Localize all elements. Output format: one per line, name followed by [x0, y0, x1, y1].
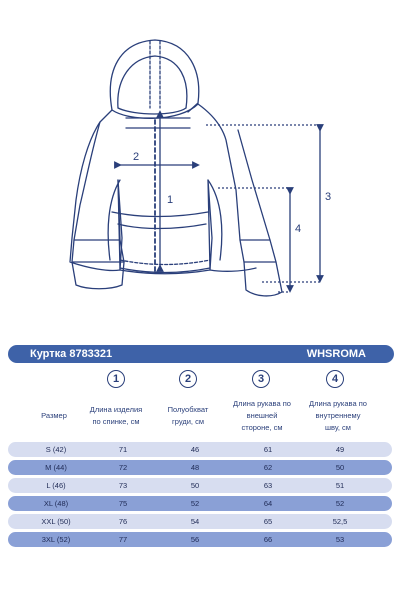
- value-cell: 64: [263, 499, 273, 508]
- value-cell: 52: [335, 499, 345, 508]
- value-cell: 52,5: [332, 517, 348, 526]
- header-col3: Длина рукава по внешней стороне, см: [233, 399, 291, 432]
- product-name: Куртка 8783321: [30, 348, 113, 360]
- header-size: Размер: [41, 411, 67, 420]
- value-cell: 65: [263, 517, 273, 526]
- label-3: 3: [325, 191, 332, 203]
- value-cell: 46: [190, 445, 200, 454]
- column-number-3: 3: [252, 370, 270, 388]
- brand-name: WHSROMA: [306, 348, 366, 360]
- left-sleeve: [72, 122, 124, 289]
- body-outline: [70, 110, 256, 274]
- size-cell: XL (48): [43, 499, 69, 508]
- value-cell: 52: [190, 499, 200, 508]
- column-number-1: 1: [107, 370, 125, 388]
- value-cell: 61: [263, 445, 273, 454]
- label-2: 2: [133, 151, 140, 163]
- value-cell: 63: [263, 481, 273, 490]
- table-row: [8, 460, 392, 475]
- value-cell: 72: [118, 463, 128, 472]
- table-row: [8, 532, 392, 547]
- size-cell: 3XL (52): [41, 535, 71, 544]
- value-cell: 76: [118, 517, 128, 526]
- size-cell: XXL (50): [41, 517, 71, 526]
- header-col4: Длина рукава по внутреннему шву, см: [309, 399, 367, 432]
- value-cell: 77: [118, 535, 128, 544]
- table-row: [8, 514, 392, 529]
- value-cell: 66: [263, 535, 273, 544]
- value-cell: 71: [118, 445, 128, 454]
- value-cell: 73: [118, 481, 128, 490]
- value-cell: 75: [118, 499, 128, 508]
- size-cell: M (44): [45, 463, 67, 472]
- column-number-4: 4: [326, 370, 344, 388]
- hood-inner: [118, 56, 187, 108]
- title-bar: [8, 345, 394, 363]
- value-cell: 51: [335, 481, 345, 490]
- header-col1: Длина изделия по спинке, см: [89, 405, 143, 426]
- table-row: [8, 496, 392, 511]
- value-cell: 54: [190, 517, 200, 526]
- label-4: 4: [295, 223, 302, 235]
- value-cell: 50: [190, 481, 200, 490]
- value-cell: 50: [335, 463, 345, 472]
- size-cell: L (46): [46, 481, 66, 490]
- column-number-2: 2: [179, 370, 197, 388]
- value-cell: 56: [190, 535, 200, 544]
- table-row: [8, 478, 392, 493]
- label-1: 1: [167, 194, 174, 206]
- value-cell: 53: [335, 535, 345, 544]
- size-cell: S (42): [45, 445, 67, 454]
- table-row: [8, 442, 392, 457]
- value-cell: 62: [263, 463, 273, 472]
- value-cell: 48: [190, 463, 200, 472]
- value-cell: 49: [335, 445, 345, 454]
- header-col2: Полуобхват груди, см: [167, 405, 209, 426]
